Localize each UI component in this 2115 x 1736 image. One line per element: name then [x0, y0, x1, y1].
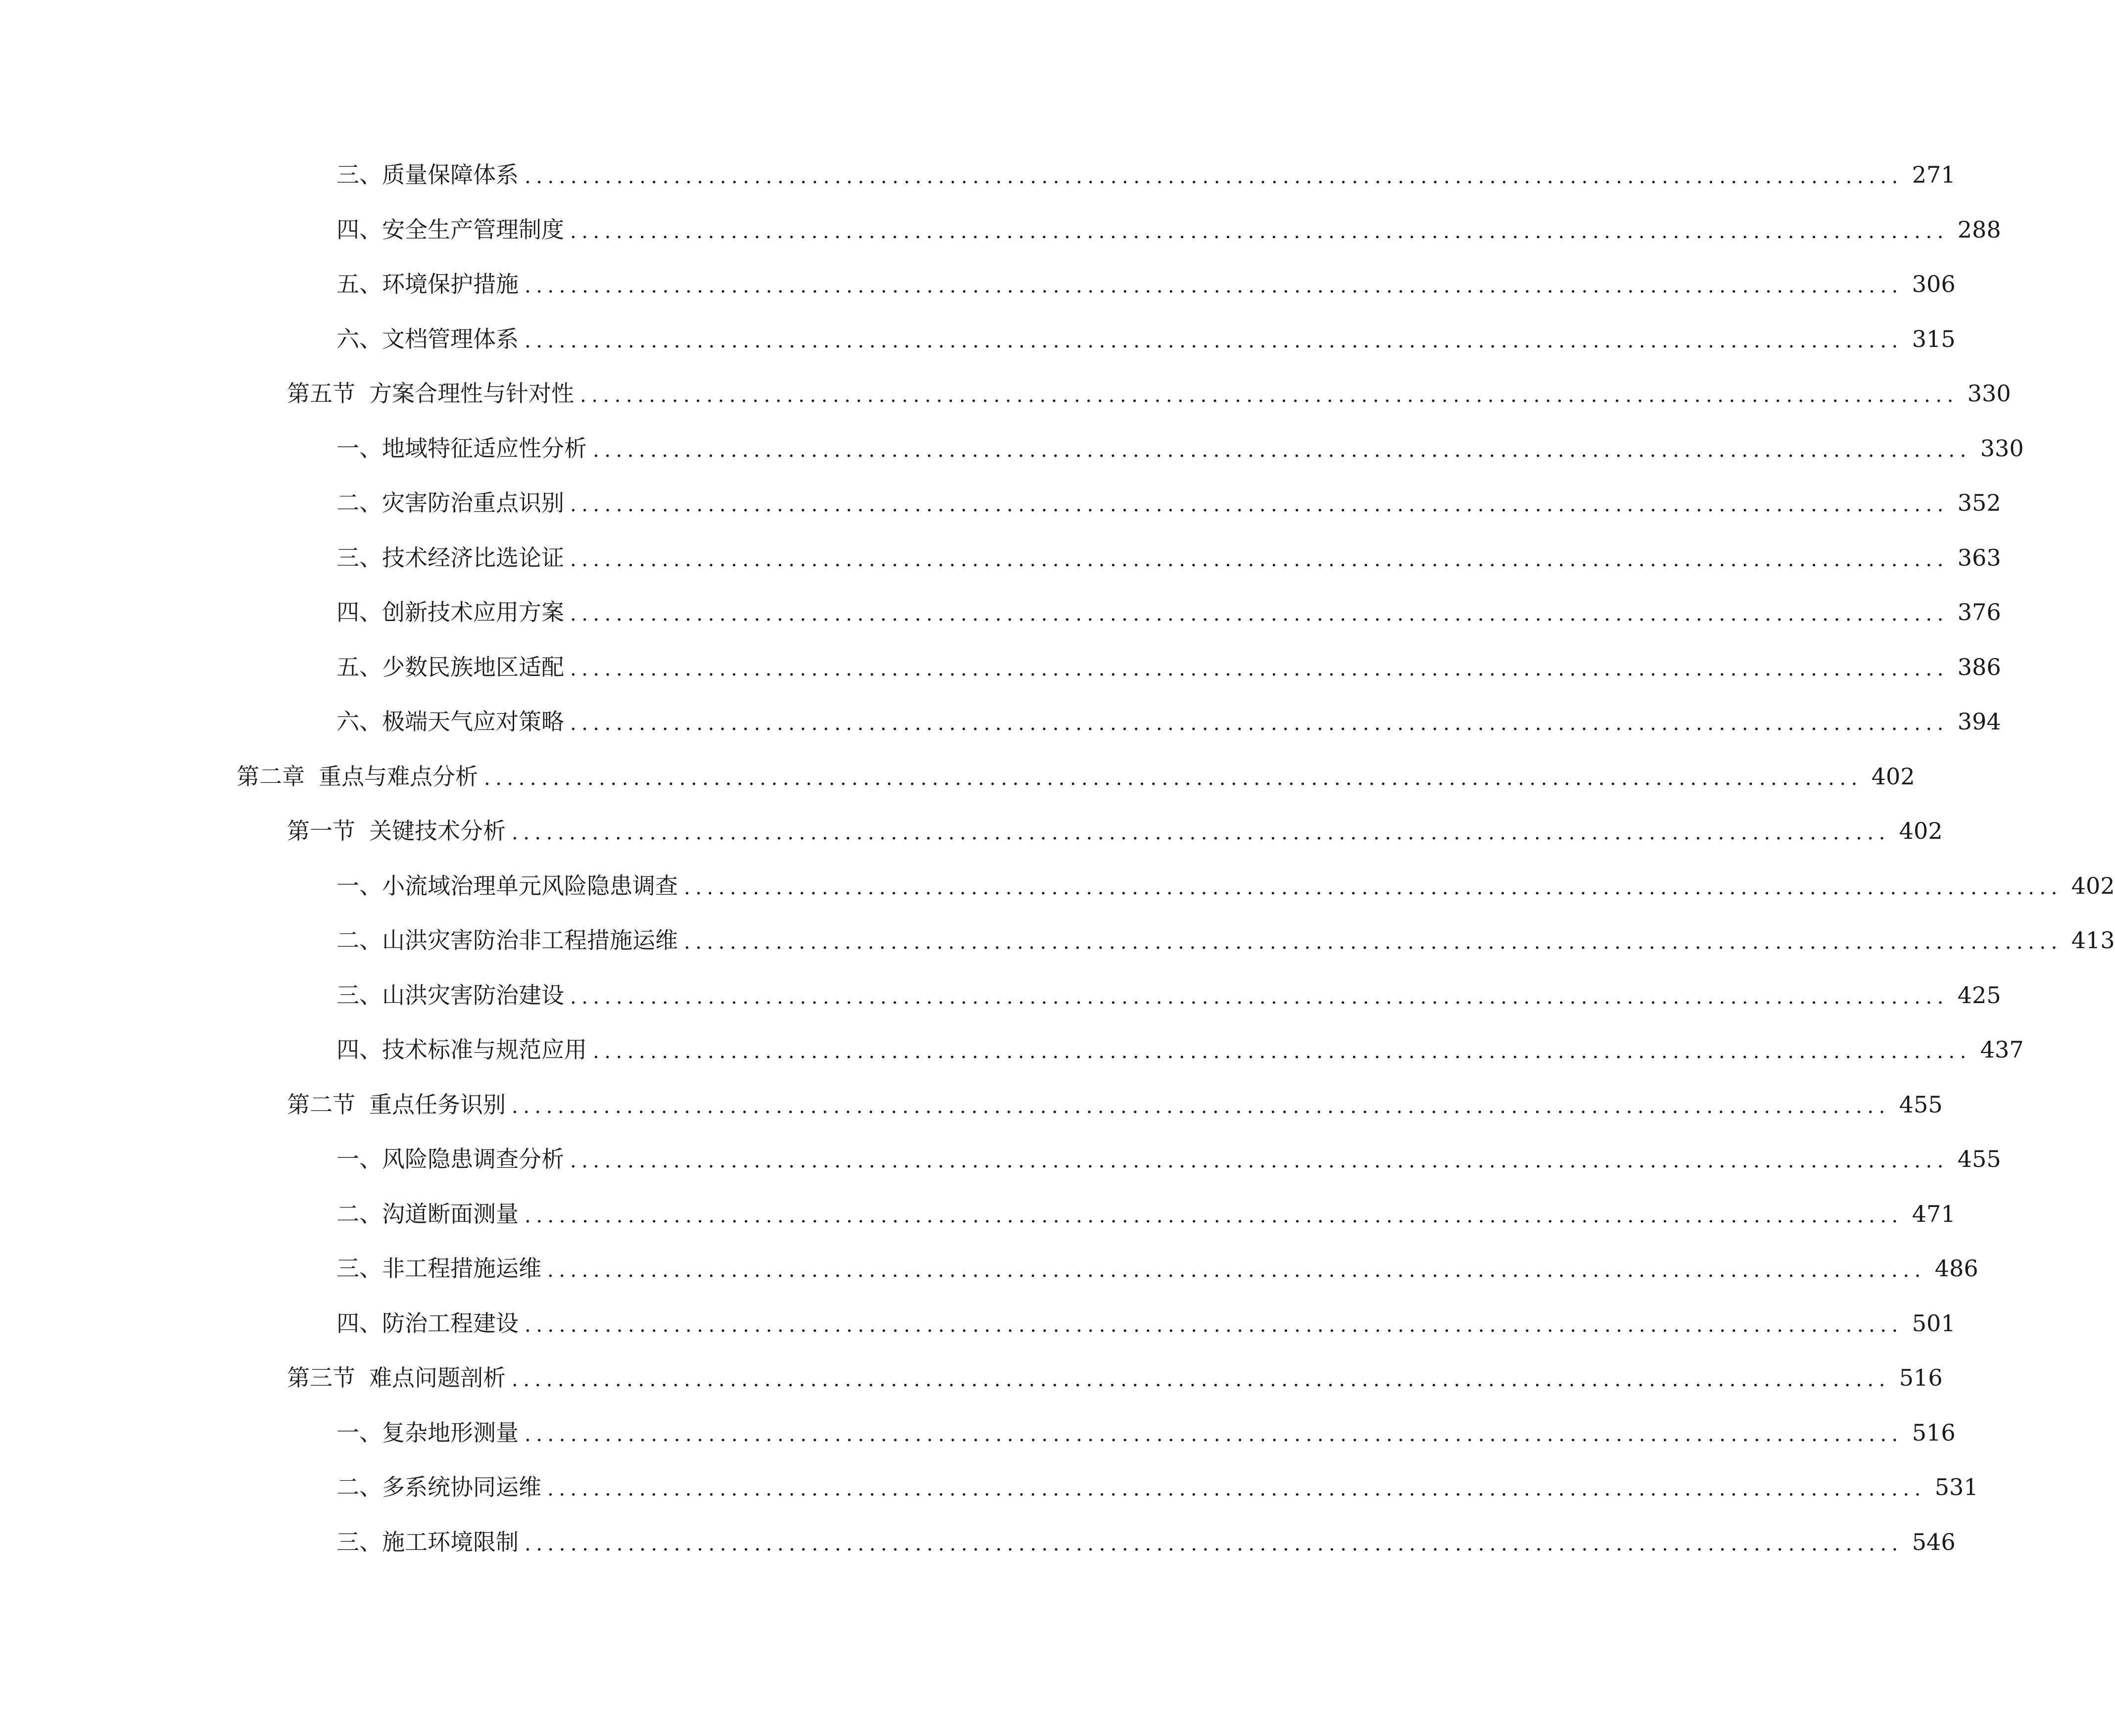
- toc-entry-number: 三、: [336, 1255, 382, 1282]
- toc-entry-number: 第三节: [287, 1364, 355, 1392]
- toc-entry[interactable]: [0, 421, 2024, 476]
- toc-entry-page-number: 437: [1980, 1036, 2024, 1063]
- toc-entry-number: 二、: [336, 1474, 382, 1501]
- toc-entry-page-number: 516: [1899, 1364, 1943, 1392]
- toc-dot-leader: ........................................................................................................................: [547, 1478, 1926, 1501]
- toc-entry-page-number: 455: [1957, 1146, 2001, 1173]
- toc-entry-number: 四、: [336, 1036, 382, 1063]
- toc-dot-leader: ........................................................................................................................: [512, 1095, 1890, 1118]
- toc-entry-page-number: 330: [1967, 380, 2011, 407]
- toc-entry-title: 环境保护措施: [382, 271, 519, 298]
- toc-entry-number: 三、: [336, 161, 382, 189]
- toc-entry[interactable]: [0, 1296, 1956, 1351]
- toc-entry[interactable]: [0, 913, 2115, 968]
- toc-entry-title: 重点任务识别: [369, 1091, 506, 1118]
- toc-entry[interactable]: [0, 1515, 1956, 1570]
- toc-entry[interactable]: [0, 1132, 2001, 1187]
- toc-entry-number: 二、: [336, 927, 382, 954]
- toc-entry-number: 一、: [336, 434, 382, 462]
- toc-entry-title: 非工程措施运维: [382, 1255, 541, 1282]
- toc-entry-page-number: 271: [1912, 161, 1956, 189]
- toc-dot-leader: ........................................................................................................................: [525, 1313, 1903, 1337]
- toc-entry[interactable]: [0, 1460, 1978, 1515]
- toc-entry-number: 四、: [336, 1309, 382, 1337]
- toc-entry-page-number: 501: [1912, 1309, 1956, 1337]
- toc-entry-title: 灾害防治重点识别: [382, 489, 564, 517]
- toc-entry-page-number: 394: [1957, 708, 2001, 735]
- toc-dot-leader: ........................................................................................................................: [570, 657, 1949, 680]
- toc-entry-number: 第一节: [287, 818, 355, 845]
- toc-entry-number: 一、: [336, 872, 382, 899]
- toc-entry-page-number: 486: [1934, 1255, 1978, 1282]
- toc-entry[interactable]: [0, 1022, 2024, 1077]
- toc-entry-page-number: 402: [1899, 818, 1943, 845]
- toc-entry-number: 六、: [336, 708, 382, 735]
- toc-entry-title: 技术标准与规范应用: [382, 1036, 587, 1063]
- toc-entry-title: 质量保障体系: [382, 161, 519, 189]
- toc-entry-page-number: 516: [1912, 1419, 1956, 1446]
- toc-dot-leader: ........................................................................................................................: [570, 712, 1949, 735]
- toc-dot-leader: ........................................................................................................................: [593, 1040, 1971, 1063]
- toc-entry-title: 难点问题剖析: [369, 1364, 506, 1392]
- toc-entry-page-number: 455: [1899, 1091, 1943, 1118]
- toc-dot-leader: ........................................................................................................................: [570, 985, 1949, 1009]
- toc-entry-number: 一、: [336, 1146, 382, 1173]
- toc-entry-page-number: 386: [1957, 653, 2001, 680]
- toc-entry-page-number: 471: [1912, 1200, 1956, 1227]
- toc-entry-title: 少数民族地区适配: [382, 653, 564, 680]
- toc-entry-page-number: 531: [1934, 1474, 1978, 1501]
- toc-entry-page-number: 413: [2071, 927, 2115, 954]
- toc-entry-page-number: 363: [1957, 544, 2001, 571]
- toc-entry-title: 防治工程建设: [382, 1309, 519, 1337]
- toc-dot-leader: ........................................................................................................................: [580, 384, 1959, 407]
- toc-entry-number: 四、: [336, 599, 382, 626]
- toc-entry[interactable]: [0, 804, 1943, 859]
- toc-entry-page-number: 376: [1957, 599, 2001, 626]
- toc-entry[interactable]: [0, 640, 2001, 695]
- toc-entry[interactable]: [0, 1077, 1943, 1132]
- toc-dot-leader: ........................................................................................................................: [512, 821, 1890, 845]
- toc-entry[interactable]: [0, 694, 2001, 749]
- toc-entry-page-number: 546: [1912, 1528, 1956, 1555]
- toc-entry-title: 复杂地形测量: [382, 1419, 519, 1446]
- toc-entry-number: 三、: [336, 1528, 382, 1555]
- toc-entry-number: 三、: [336, 544, 382, 571]
- toc-entry-title: 重点与难点分析: [319, 763, 478, 790]
- toc-dot-leader: ........................................................................................................................: [570, 493, 1949, 517]
- toc-entry-title: 风险隐患调查分析: [382, 1146, 564, 1173]
- toc-entry[interactable]: [0, 859, 2115, 914]
- toc-dot-leader: ........................................................................................................................: [593, 438, 1971, 462]
- toc-entry-number: 三、: [336, 981, 382, 1009]
- toc-dot-leader: ........................................................................................................................: [525, 1204, 1903, 1227]
- toc-entry-title: 多系统协同运维: [382, 1474, 541, 1501]
- toc-dot-leader: ........................................................................................................................: [525, 275, 1903, 298]
- toc-dot-leader: ........................................................................................................................: [570, 548, 1949, 571]
- toc-entry-title: 施工环境限制: [382, 1528, 519, 1555]
- toc-entry-page-number: 402: [2071, 872, 2115, 899]
- toc-entry[interactable]: [0, 585, 2001, 640]
- toc-entry-number: 第二节: [287, 1091, 355, 1118]
- toc-entry-number: 六、: [336, 325, 382, 352]
- toc-entry-page-number: 330: [1980, 434, 2024, 462]
- toc-entry-title: 沟道断面测量: [382, 1200, 519, 1227]
- toc-entry-page-number: 352: [1957, 489, 2001, 517]
- toc-entry-number: 一、: [336, 1419, 382, 1446]
- toc-entry[interactable]: [0, 1350, 1943, 1405]
- toc-dot-leader: ........................................................................................................................: [684, 876, 2063, 899]
- toc-entry-number: 四、: [336, 216, 382, 243]
- toc-dot-leader: ........................................................................................................................: [484, 767, 1863, 790]
- toc-dot-leader: ........................................................................................................................: [525, 165, 1903, 189]
- toc-entry[interactable]: [0, 147, 1956, 202]
- toc-entry[interactable]: [0, 1241, 1978, 1296]
- toc-entry-page-number: 402: [1871, 763, 1915, 790]
- toc-entry[interactable]: [0, 257, 1956, 312]
- toc-dot-leader: ........................................................................................................................: [525, 1423, 1903, 1446]
- toc-entry-title: 安全生产管理制度: [382, 216, 564, 243]
- toc-entry-number: 二、: [336, 1200, 382, 1227]
- toc-entry-title: 技术经济比选论证: [382, 544, 564, 571]
- toc-entry[interactable]: [0, 968, 2001, 1023]
- toc-dot-leader: ........................................................................................................................: [570, 1150, 1949, 1173]
- toc-entry-number: 五、: [336, 271, 382, 298]
- toc-entry[interactable]: [0, 530, 2001, 585]
- toc-entry-title: 关键技术分析: [369, 818, 506, 845]
- toc-entry-title: 山洪灾害防治建设: [382, 981, 564, 1009]
- toc-entry-number: 第五节: [287, 380, 355, 407]
- toc-dot-leader: ........................................................................................................................: [570, 220, 1949, 243]
- toc-entry-page-number: 315: [1912, 325, 1956, 352]
- toc-entry[interactable]: [0, 366, 2011, 421]
- toc-entry[interactable]: [0, 202, 2001, 257]
- toc-entry-title: 山洪灾害防治非工程措施运维: [382, 927, 678, 954]
- toc-dot-leader: ........................................................................................................................: [684, 931, 2063, 954]
- toc-entry-page-number: 306: [1912, 271, 1956, 298]
- toc-entry[interactable]: [0, 749, 1915, 804]
- toc-dot-leader: ........................................................................................................................: [525, 329, 1903, 352]
- table-of-contents: [0, 147, 2115, 1569]
- toc-dot-leader: ........................................................................................................................: [570, 603, 1949, 626]
- toc-entry-title: 地域特征适应性分析: [382, 434, 587, 462]
- toc-entry[interactable]: [0, 1187, 1956, 1242]
- toc-entry-title: 极端天气应对策略: [382, 708, 564, 735]
- toc-dot-leader: ........................................................................................................................: [547, 1259, 1926, 1282]
- toc-entry-page-number: 288: [1957, 216, 2001, 243]
- toc-entry-title: 方案合理性与针对性: [369, 380, 574, 407]
- toc-entry-number: 二、: [336, 489, 382, 517]
- toc-dot-leader: ........................................................................................................................: [525, 1532, 1903, 1555]
- toc-entry-title: 创新技术应用方案: [382, 599, 564, 626]
- toc-entry-number: 第二章: [237, 763, 305, 790]
- toc-entry-title: 小流域治理单元风险隐患调查: [382, 872, 678, 899]
- toc-entry-page-number: 425: [1957, 981, 2001, 1009]
- toc-entry[interactable]: [0, 476, 2001, 530]
- toc-entry-title: 文档管理体系: [382, 325, 519, 352]
- toc-entry[interactable]: [0, 1405, 1956, 1460]
- toc-dot-leader: ........................................................................................................................: [512, 1368, 1890, 1392]
- toc-entry[interactable]: [0, 312, 1956, 367]
- toc-entry-number: 五、: [336, 653, 382, 680]
